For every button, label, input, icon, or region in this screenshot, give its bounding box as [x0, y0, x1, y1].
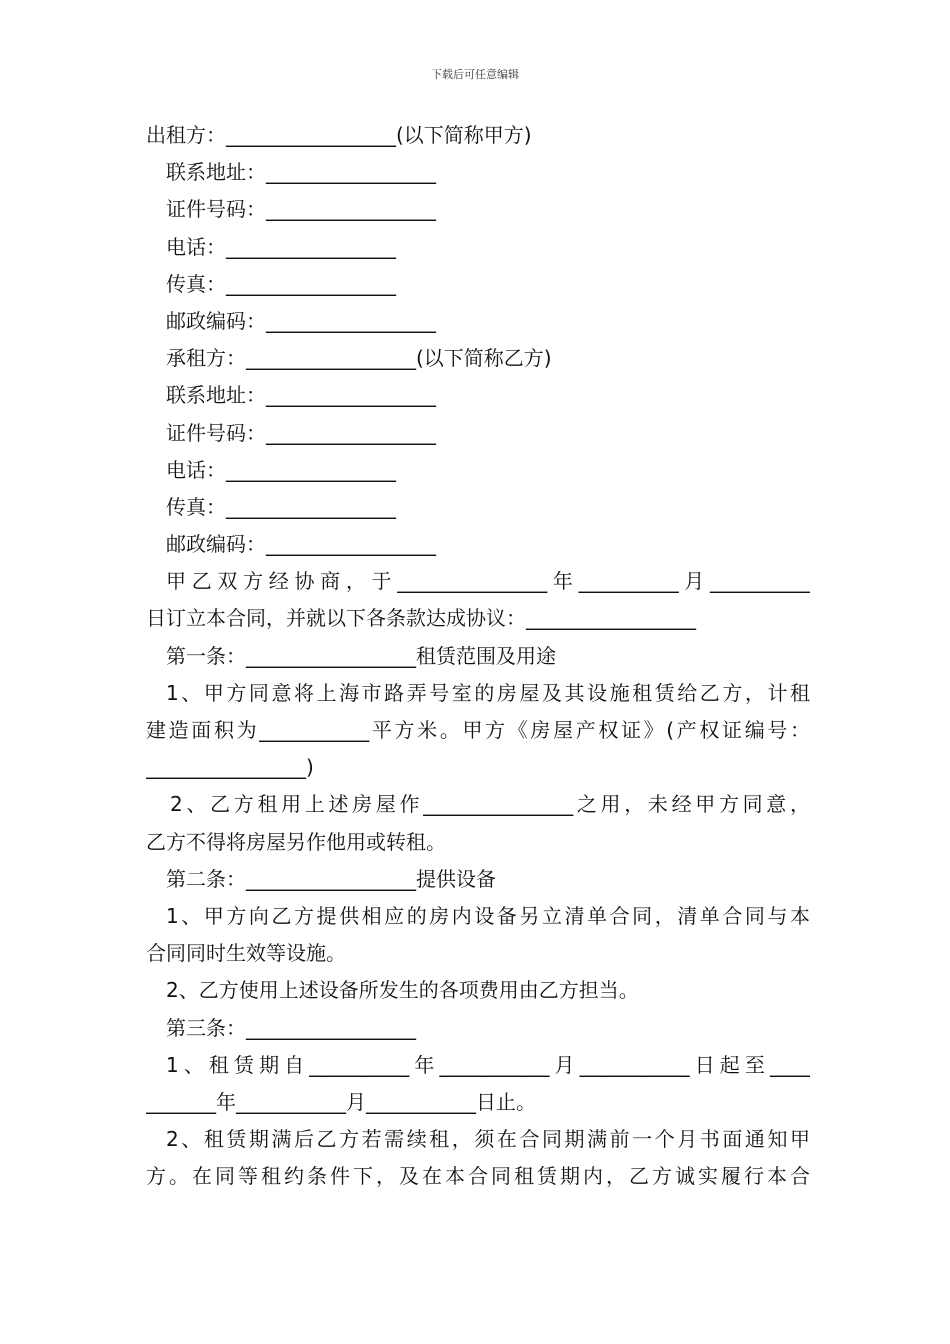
lessor-phone-line: 电话：_________________	[166, 234, 396, 259]
page-header: 下载后可任意编辑	[431, 68, 519, 81]
lessor-postcode-line: 邮政编码：_________________	[166, 308, 436, 333]
agreement-date-line: 甲乙双方经协商，于_______________年__________月__________	[166, 569, 810, 594]
lessee-postcode-line: 邮政编码：_________________	[166, 532, 436, 557]
article-3-clause-1-cont: _______年___________月___________日止。	[146, 1089, 536, 1114]
article-3-clause-2-cont: 方。在同等租约条件下，及在本合同租赁期内，乙方诚实履行本合	[146, 1164, 810, 1189]
lessee-id-line: 证件号码：_________________	[166, 420, 436, 445]
lessee-fax-line: 传真：_________________	[166, 494, 396, 519]
contract-body	[146, 117, 810, 1195]
article-1-clause-2-cont: 乙方不得将房屋另作他用或转租。	[146, 829, 446, 854]
article-3-clause-1: 1、租赁期自__________年___________月___________日起至____	[166, 1052, 810, 1077]
agreement-date-line-cont: 日订立本合同，并就以下各条款达成协议：_________________	[146, 606, 696, 631]
article-1-clause-1-cont: 建造面积为___________平方米。甲方《房屋产权证》(产权证编号：	[146, 718, 810, 742]
article-1-clause-1-cont-2: ________________)	[146, 755, 314, 780]
lessor-id-line: 证件号码：_________________	[166, 197, 436, 222]
article-2-clause-2: 2、乙方使用上述设备所发生的各项费用由乙方担当。	[166, 978, 639, 1003]
lessee-line: 承租方：_________________(以下简称乙方)	[166, 346, 552, 371]
article-1-clause-2: 2、乙方租用上述房屋作_______________之用，未经甲方同意，	[170, 792, 810, 817]
lessor-fax-line: 传真：_________________	[166, 271, 396, 296]
article-3-clause-2: 2、租赁期满后乙方若需续租，须在合同期满前一个月书面通知甲	[166, 1127, 810, 1152]
article-2-heading: 第二条：_________________提供设备	[166, 866, 496, 891]
article-1-heading: 第一条：_________________租赁范围及用途	[166, 643, 556, 668]
article-2-clause-1: 1、甲方向乙方提供相应的房内设备另立清单合同，清单合同与本	[166, 903, 810, 928]
lessee-address-line: 联系地址：_________________	[166, 383, 436, 408]
lessor-address-line: 联系地址：_________________	[166, 160, 436, 185]
lessee-phone-line: 电话：_________________	[166, 457, 396, 482]
article-3-heading: 第三条：_________________	[166, 1015, 416, 1040]
article-1-clause-1: 1、甲方同意将上海市路弄号室的房屋及其设施租赁给乙方，计租	[166, 680, 810, 705]
article-2-clause-1-cont: 合同同时生效等设施。	[146, 941, 346, 966]
lessor-line: 出租方：_________________(以下简称甲方)	[146, 123, 532, 147]
